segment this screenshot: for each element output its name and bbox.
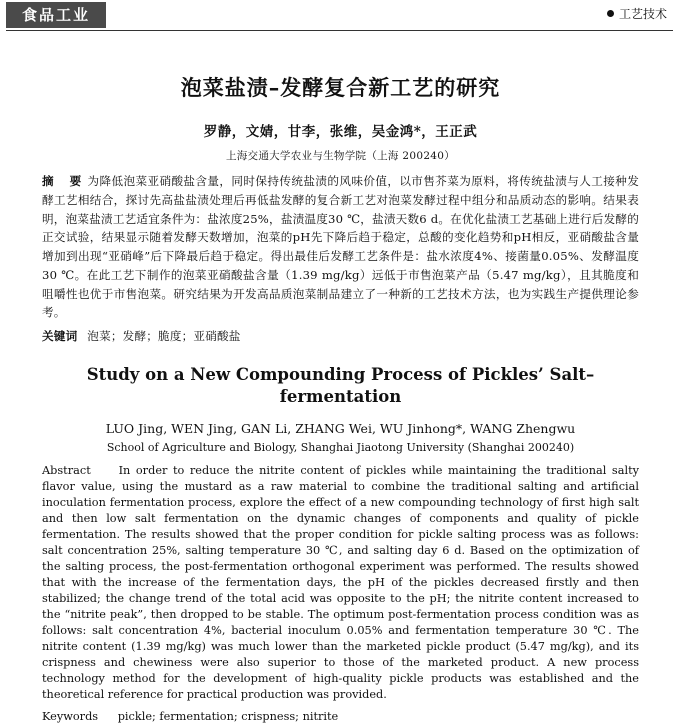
chinese-authors: 罗静，文婧，甘李，张维，吴金鸿*，王正武 — [203, 124, 478, 140]
filled-circle-icon — [607, 10, 614, 17]
english-abstract-text: In order to reduce the nitrite content of pickles while maintaining the traditional salty flavor value, using the mustard as a raw material to combine the traditional salting and artificial inoculation fermentation process, explore the effect of a new compounding technology of first high salt and then low salt fermentation on the dynamic changes of components and quality of pickle fermentation. The results showed that the proper condition for pickle salting process was as follows: salt concentration 25%, salting temperature 30 ℃, and salting day 6 d. Based on the optimization of the salting process, the post-fermentation orthogonal experiment was performed. The results showed that with the increase of the fermentation days, the pH of the pickles decreased firstly and then stabilized; the change trend of the total acid was opposite to the pH; the nitrite content increased to the “nitrite peak”, then dropped to be stable. The optimum post-fermentation process condition was as follows: salt concentration 4%, bacterial inoculum 0.05% and fermentation temperature 30 ℃. The nitrite content (1.39 mg/kg) was much lower than the marketed pickle product (5.47 mg/kg), and its crispness and chewiness were also superior to those of the marketed product. A new process technology method for the development of high-quality pickle products was established and the theoretical reference for practical production was provided. — [42, 463, 639, 702]
page-header — [0, 0, 681, 34]
english-keywords-text: pickle; fermentation; crispness; nitrite — [117, 710, 339, 723]
english-abstract-label: Abstract — [42, 463, 91, 477]
page-title: 泡菜盐渍–发酵复合新工艺的研究 — [180, 75, 501, 100]
chinese-affiliation: 上海交通大学农业与生物学院（上海 200240） — [225, 150, 456, 162]
journal-masthead: 食品工业 — [6, 2, 106, 28]
chinese-abstract-label: 摘 要 — [42, 174, 84, 188]
english-keywords — [42, 710, 639, 723]
english-keywords-label: Keywords — [42, 710, 99, 723]
section-label — [607, 5, 667, 22]
chinese-abstract — [42, 172, 639, 322]
chinese-keywords-text: 泡菜；发酵；脆度；亚硝酸盐 — [87, 329, 241, 344]
english-authors: LUO Jing, WEN Jing, GAN Li, ZHANG Wei, WU Jinhong*, WANG Zhengwu — [105, 420, 576, 436]
chinese-keywords — [42, 328, 639, 344]
english-affiliation: School of Agriculture and Biology, Shanghai Jiaotong University (Shanghai 200240) — [106, 440, 575, 454]
chinese-abstract-text: 为降低泡菜亚硝酸盐含量，同时保持传统盐渍的风味价值，以市售芥菜为原料，将传统盐渍与人工接种发酵工艺相结合，探讨先高盐盐渍处理后再低盐发酵的复合新工艺对泡菜发酵过程中组分和品质动态的影响。结果表明，泡菜盐渍工艺适宜条件为：盐浓度25%，盐渍温度30 ℃，盐渍天数6 d。在优化盐渍工艺基础上进行后发酵的正交试验，结果显示随着发酵天数增加，泡菜的pH先下降后趋于稳定，总酸的变化趋势和pH相反，亚硝酸盐含量增加到出现“亚硝峰”后下降最后趋于稳定。得出最佳后发酵工艺条件是：盐水浓度4%、接菌量0.05%、发酵温度30 ℃。在此工艺下制作的泡菜亚硝酸盐含量（1.39 mg/kg）远低于市售泡菜产品（5.47 mg/kg），且其脆度和咀嚼性也优于市售泡菜。研究结果为开发高品质泡菜制品建立了一种新的工艺技术方法，也为实践生产提供理论参考。 — [42, 174, 639, 320]
english-abstract — [42, 463, 639, 703]
chinese-keywords-label: 关键词 — [42, 329, 78, 344]
section-label-text: 工艺技术 — [618, 7, 667, 21]
english-title: Study on a New Compounding Process of Pickles’ Salt–fermentation — [86, 365, 595, 406]
header-divider — [6, 30, 673, 31]
